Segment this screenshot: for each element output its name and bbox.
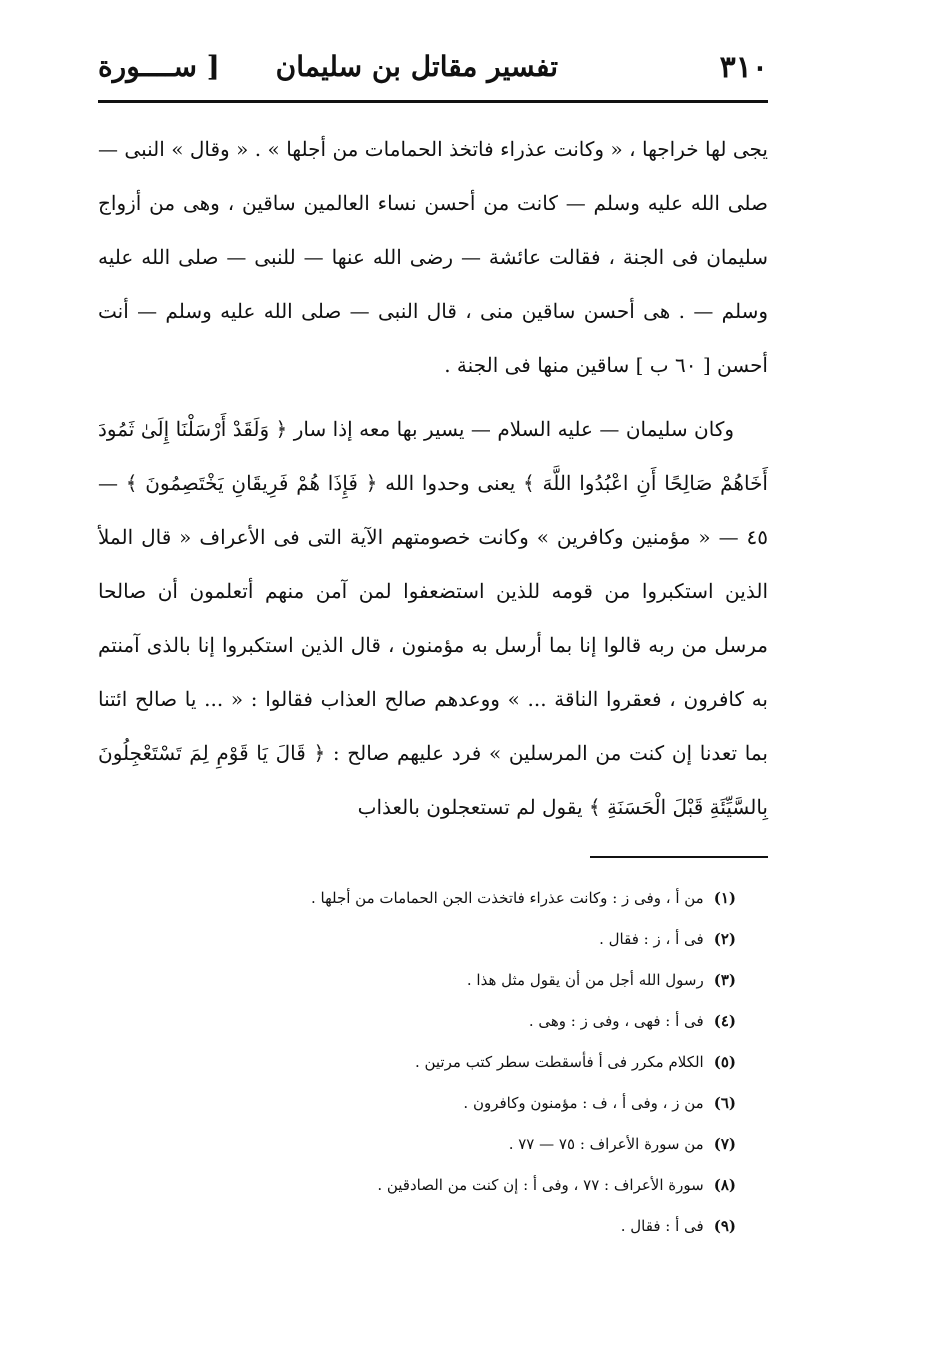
main-text: [98, 122, 768, 834]
footnote: [140, 919, 736, 960]
header-rule: [98, 100, 768, 103]
footnote-number: (٩): [713, 1217, 736, 1235]
footnote-text: الكلام مكرر فى أ فأسقطت سطر كتب مرتين .: [414, 1053, 704, 1071]
footnotes: [140, 878, 736, 1247]
running-title: تفسير مقاتل بن سليمان: [275, 50, 558, 83]
paragraph-1: يجى لها خراجها ، « وكانت عذراء فاتخذ الحمامات من أجلها » . « وقال » النبى — صلى الله عليه وسلم — كانت من أحسن نساء العالمين ساقين ، وهى من أزواج سليمان فى الجنة ، فقالت عائشة — رضى الله عنها — للنبى — صلى الله عليه وسلم — . هى أحسن ساقين منى ، قال النبى — صلى الله عليه وسلم — أنت أحسن [ ٦٠ ب ] ساقين منها فى الجنة .: [98, 137, 768, 377]
footnote: [140, 878, 736, 919]
footnote: [140, 1124, 736, 1165]
footnote: [140, 1001, 736, 1042]
footnote-number: (١): [713, 889, 736, 907]
footnote: [140, 1083, 736, 1124]
footnote-text: سورة الأعراف : ٧٧ ، وفى أ : إن كنت من الصادقين .: [377, 1176, 704, 1194]
footnote-text: من ز ، وفى أ ، ف : مؤمنون وكافرون .: [463, 1094, 704, 1112]
paragraph-2: وكان سليمان — عليه السلام — يسير بها معه إذا سار ﴿ وَلَقَدْ أَرْسَلْنَا إِلَىٰ ثَمُودَ أَخَاهُمْ صَالِحًا أَنِ اعْبُدُوا اللَّهَ ﴾ يعنى وحدوا الله ﴿ فَإِذَا هُمْ فَرِيقَانِ يَخْتَصِمُونَ ﴾ — ٤٥ — « مؤمنين وكافرين » وكانت خصومتهم الآية التى فى الأعراف « قال الملأ الذين استكبروا من قومه للذين استضعفوا لمن آمن منهم أتعلمون أن صالحا مرسل من ربه قالوا إنا بما أرسل به مؤمنون ، قال الذين استكبروا إنا بالذى آمنتم به كافرون ، فعقروا الناقة ... » ووعدهم صالح العذاب فقالوا : « ... يا صالح ائتنا بما تعدنا إن كنت من المرسلين » فرد عليهم صالح : ﴿ قَالَ يَا قَوْمِ لِمَ تَسْتَعْجِلُونَ بِالسَّيِّئَةِ قَبْلَ الْحَسَنَةِ ﴾ يقول لم تستعجلون بالعذاب: [98, 417, 768, 819]
page-header: [98, 40, 768, 98]
page-number: ٣١٠: [719, 50, 768, 85]
footnote-text: فى أ : فهى ، وفى ز : وهى .: [528, 1012, 704, 1030]
footnote-text: من أ ، وفى ز : وكانت عذراء فاتخذت الجن الحمامات من أجلها .: [310, 889, 704, 907]
footnote: [140, 1206, 736, 1247]
footnote: [140, 1165, 736, 1206]
footnote: [140, 1042, 736, 1083]
footnote-number: (٣): [713, 971, 736, 989]
footnote-text: من سورة الأعراف : ٧٥ — ٧٧ .: [508, 1135, 704, 1153]
footnote-number: (٥): [713, 1053, 736, 1071]
footnote-number: (٦): [713, 1094, 736, 1112]
footnote: [140, 960, 736, 1001]
footnote-rule: [590, 856, 768, 858]
surah-label: [ ســــورة: [98, 50, 220, 83]
footnote-text: رسول الله أجل من أن يقول مثل هذا .: [466, 971, 704, 989]
footnote-number: (٤): [713, 1012, 736, 1030]
footnote-number: (٧): [713, 1135, 736, 1153]
footnote-number: (٢): [713, 930, 736, 948]
footnote-number: (٨): [713, 1176, 736, 1194]
footnote-text: فى أ : فقال .: [620, 1217, 704, 1235]
footnote-text: فى أ ، ز : فقال .: [599, 930, 704, 948]
